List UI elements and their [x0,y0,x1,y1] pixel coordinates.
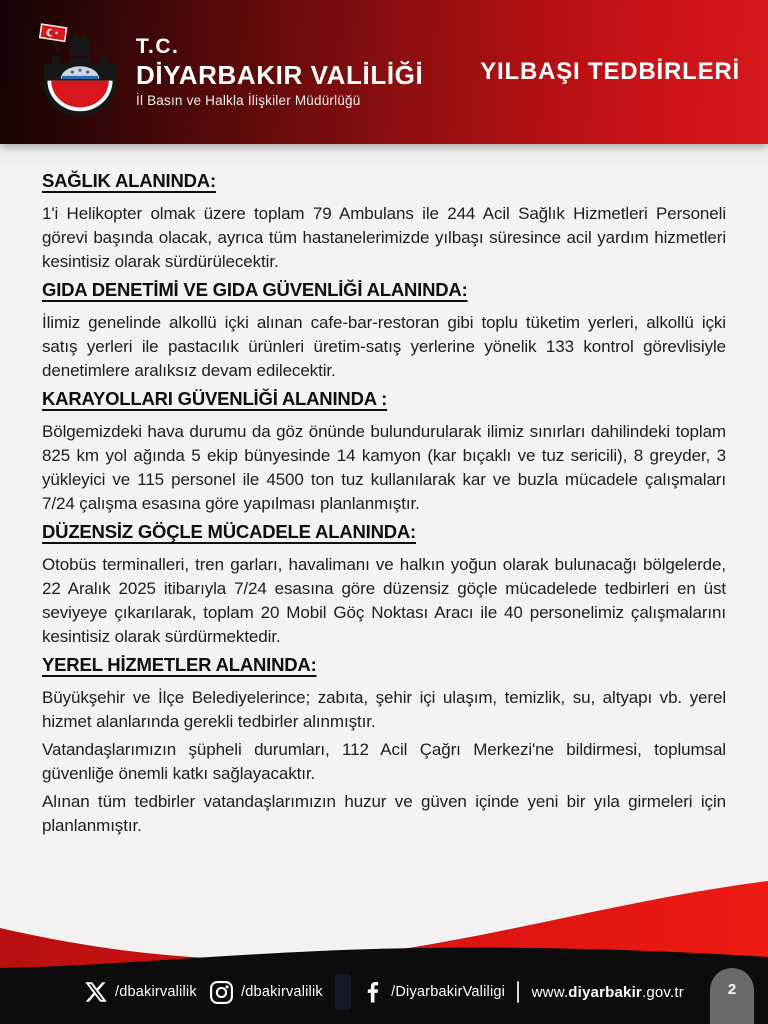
website-link[interactable] [532,984,684,1001]
section-heading: DÜZENSİZ GÖÇLE MÜCADELE ALANINDA: [42,521,417,542]
section-yerel-hizmetler [42,653,726,838]
section-saglik [42,169,726,274]
section-paragraph: Bölgemizdeki hava durumu da göz önünde bulundurularak ilimiz sınırları dahilindeki toplam 825 km yol ağında 5 ekip bünyesinde 14 kamyon (kar bıçaklı ve tuz sericili), 8 greyder, 3 yükleyici ve 115 personel ile 4500 ton tuz kullanılarak kar ve buzla mücadele çalışmaları 7/24 çalışma esasına göre yapılması planlanmıştır. [42,422,726,513]
x-icon [84,980,108,1004]
page-title: YILBAŞI TEDBİRLERİ [480,58,740,85]
page-number: 2 [727,981,737,998]
social-handle: /DiyarbakirValiligi [391,984,506,1000]
content-area [0,144,768,838]
social-link-instagram[interactable] [209,980,323,1005]
website-domain: diyarbakir [568,983,642,1001]
facebook-tile-decor [335,974,351,1010]
section-karayollari [42,387,726,516]
footer-separator [517,981,519,1003]
social-handle: /dbakirvalilik [241,984,323,1000]
brand-text [136,36,423,108]
social-link-x[interactable] [84,980,197,1004]
section-heading: GIDA DENETİMİ VE GIDA GÜVENLİĞİ ALANINDA: [42,279,468,300]
section-paragraph: İlimiz genelinde alkollü içki alınan cafe-bar-restoran gibi toplu tüketim yerleri, alkollü içki satış yerleri ile pastacılık ürünleri üretim-satış yerlerine yönelik 133 kontrol görevlisiyle denetimlere aralıksız devam edilecektir. [42,313,726,380]
org-prefix: T.C. [136,35,180,59]
social-handle: /dbakirvalilik [115,984,197,1000]
section-paragraph: Vatandaşlarımızın şüpheli durumları, 112 Acil Çağrı Merkezi'ne bildirmesi, toplumsal güvenliğe önemli katkı sağlayacaktır. [42,740,726,783]
section-gida-denetimi [42,278,726,383]
diyarbakir-governorship-logo-icon [34,23,126,121]
section-heading: YEREL HİZMETLER ALANINDA: [42,654,317,675]
footer-bar [0,971,768,1013]
section-heading: KARAYOLLARI GÜVENLİĞİ ALANINDA : [42,388,388,409]
page-number-badge [710,968,754,1024]
footer [0,874,768,1024]
section-paragraph: Büyükşehir ve İlçe Belediyelerince; zabıta, şehir içi ulaşım, temizlik, su, altyapı vb. yerel hizmet alanlarında gerekli tedbirler alınmıştır. [42,688,726,731]
org-subtitle: İl Basın ve Halkla İlişkiler Müdürlüğü [136,93,361,109]
instagram-icon [209,980,234,1005]
website-prefix: www. [531,983,569,1001]
section-heading: SAĞLIK ALANINDA: [42,170,216,191]
website-suffix: .gov.tr [641,983,684,1001]
brand-block [0,23,423,121]
facebook-icon [362,979,384,1005]
section-paragraph: 1'i Helikopter olmak üzere toplam 79 Ambulans ile 244 Acil Sağlık Hizmetleri Personeli görevi başında olacak, ayrıca tüm hastanelerimizde yılbaşı süresince acil yardım hizmetleri kesintisiz olarak sürdürülecektir. [42,204,726,271]
section-paragraph: Alınan tüm tedbirler vatandaşlarımızın huzur ve güven içinde yeni bir yıla girmeleri için planlanmıştır. [42,792,726,835]
header-banner [0,0,768,144]
section-paragraph: Otobüs terminalleri, tren garları, havalimanı ve halkın yoğun olarak bulunacağı bölgelerde, 22 Aralık 2025 itibarıyla 7/24 esasına göre düzensiz göçle mücadelede tedbirleri en üst seviyeye çıkarılarak, toplam 20 Mobil Göç Noktası Aracı ile 40 personelimiz çalışmalarını kesintisiz olarak sürdürmektedir. [42,555,726,646]
section-duzensiz-goc [42,520,726,649]
social-link-facebook[interactable] [335,974,505,1010]
org-name: DİYARBAKIR VALİLİĞİ [136,60,424,91]
